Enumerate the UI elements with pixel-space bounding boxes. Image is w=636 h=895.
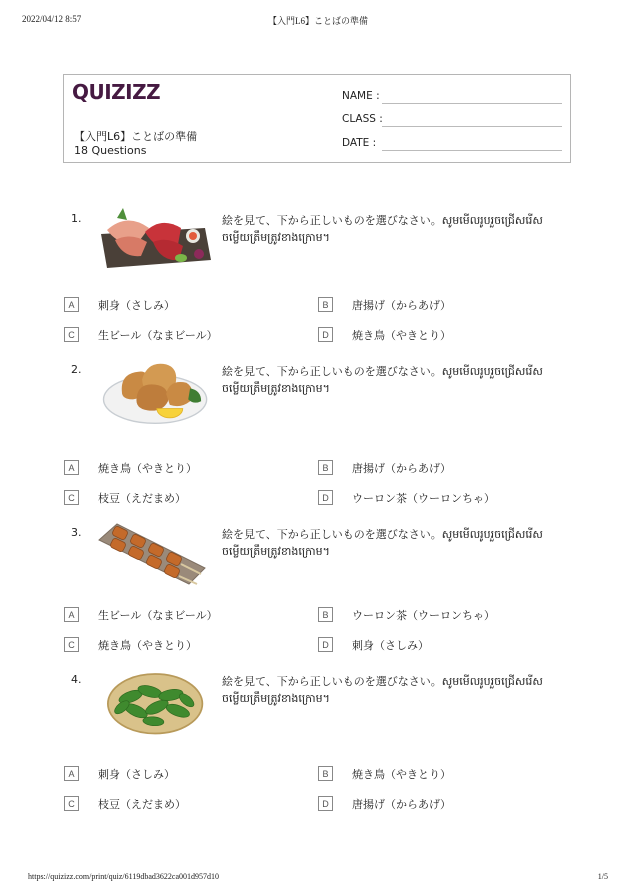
option-d-text[interactable]: 唐揚げ（からあげ） [352, 798, 451, 811]
option-c-text[interactable]: 枝豆（えだまめ） [98, 492, 186, 505]
sashimi-plate-image [97, 206, 215, 276]
date-field[interactable] [382, 150, 562, 151]
question-text: 絵を見て、下から正しいものを選びなさい。សូមមើលរូបរួចជ្រើសរើសចម្លើយត្រឹមត្រូវខាងក្រោម។ [222, 528, 543, 558]
quiz-title: 【入門L6】ことばの準備 [74, 130, 198, 143]
option-d-marker[interactable]: D [318, 796, 333, 811]
quiz-header [63, 74, 571, 163]
karaage-plate-image [97, 357, 215, 427]
question-number: 2. [71, 363, 82, 376]
option-d-text[interactable]: ウーロン茶（ウーロンちゃ） [352, 492, 495, 505]
option-d-text[interactable]: 焼き鳥（やきとり） [352, 329, 451, 342]
name-label: NAME : [342, 90, 380, 102]
question-number: 4. [71, 673, 82, 686]
quizizz-logo: QUIZIZZ [72, 80, 161, 104]
option-a-text[interactable]: 生ビール（なまビール） [98, 609, 218, 622]
question-number: 1. [71, 212, 82, 225]
option-d-text[interactable]: 刺身（さしみ） [352, 639, 429, 652]
option-c-marker[interactable]: C [64, 327, 79, 342]
question-number: 3. [71, 526, 82, 539]
option-c-marker[interactable]: C [64, 490, 79, 505]
question-text: 絵を見て、下から正しいものを選びなさい。សូមមើលរូបរួចជ្រើសរើសចម្លើយត្រឹមត្រូវខាងក្រោម។ [222, 214, 543, 244]
option-a-text[interactable]: 刺身（さしみ） [98, 768, 175, 781]
print-date: 2022/04/12 8:57 [22, 14, 82, 24]
option-b-marker[interactable]: B [318, 460, 333, 475]
option-b-text[interactable]: 唐揚げ（からあげ） [352, 462, 451, 475]
option-a-marker[interactable]: A [64, 766, 79, 781]
question-text: 絵を見て、下から正しいものを選びなさい。សូមមើលរូបរួចជ្រើសរើសចម្លើយត្រឹមត្រូវខាងក្រោម។ [222, 365, 543, 395]
option-d-marker[interactable]: D [318, 490, 333, 505]
yakitori-skewers-image [97, 520, 215, 590]
option-a-marker[interactable]: A [64, 297, 79, 312]
option-b-marker[interactable]: B [318, 297, 333, 312]
page-number: 1/5 [597, 872, 608, 881]
option-a-marker[interactable]: A [64, 607, 79, 622]
print-url: https://quizizz.com/print/quiz/6119dbad3622ca001d957d10 [28, 872, 220, 881]
question-text: 絵を見て、下から正しいものを選びなさい。សូមមើលរូបរួចជ្រើសរើសចម្លើយត្រឹមត្រូវខាងក្រោម។ [222, 675, 543, 705]
option-c-text[interactable]: 枝豆（えだまめ） [98, 798, 186, 811]
option-c-text[interactable]: 焼き鳥（やきとり） [98, 639, 197, 652]
option-c-marker[interactable]: C [64, 796, 79, 811]
option-b-text[interactable]: ウーロン茶（ウーロンちゃ） [352, 609, 495, 622]
class-field[interactable] [382, 126, 562, 127]
name-field[interactable] [382, 103, 562, 104]
edamame-basket-image [97, 667, 215, 737]
option-d-marker[interactable]: D [318, 637, 333, 652]
date-label: DATE : [342, 137, 377, 149]
option-d-marker[interactable]: D [318, 327, 333, 342]
option-b-text[interactable]: 焼き鳥（やきとり） [352, 768, 451, 781]
option-c-text[interactable]: 生ビール（なまビール） [98, 329, 218, 342]
print-title: 【入門L6】ことばの準備 [268, 16, 368, 26]
option-a-marker[interactable]: A [64, 460, 79, 475]
option-b-text[interactable]: 唐揚げ（からあげ） [352, 299, 451, 312]
option-b-marker[interactable]: B [318, 607, 333, 622]
option-a-text[interactable]: 刺身（さしみ） [98, 299, 175, 312]
option-c-marker[interactable]: C [64, 637, 79, 652]
class-label: CLASS : [342, 113, 383, 125]
option-a-text[interactable]: 焼き鳥（やきとり） [98, 462, 197, 475]
question-count: 18 Questions [74, 144, 147, 157]
option-b-marker[interactable]: B [318, 766, 333, 781]
